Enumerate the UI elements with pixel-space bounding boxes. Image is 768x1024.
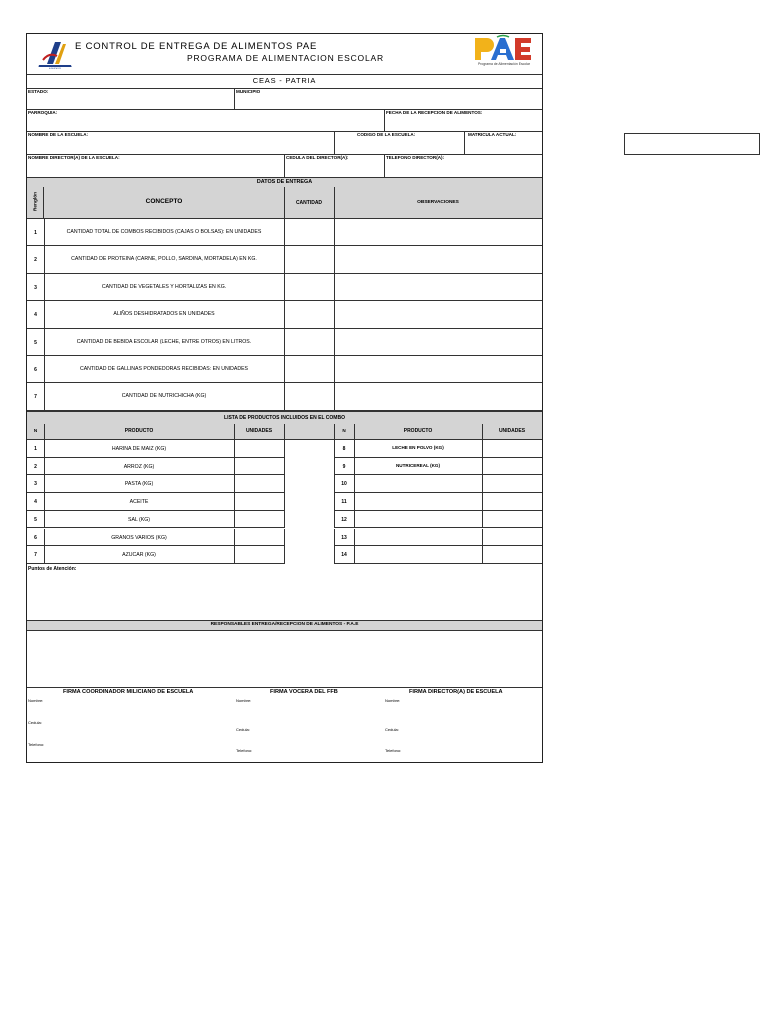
productos-title: LISTA DE PRODUCTOS INCLUIDOS EN EL COMBO [224,415,345,421]
codigo-escuela-label: CODIGO DE LA ESCUELA: [357,132,416,137]
delivery-row-concepto: CANTIDAD DE NUTRICHICHA (KG) [121,393,207,400]
responsables-band [27,620,542,631]
firma-coordinador-label: FIRMA COORDINADOR MILICIANO DE ESCUELA [63,689,194,695]
products-header-row [27,424,542,440]
pae-logo [469,34,539,70]
cantidad-cell[interactable] [285,301,334,327]
observaciones-header: OBSERVACIONES [417,200,459,205]
director-nombre: Nombre: [385,698,401,703]
delivery-row-number: 2 [34,257,37,264]
delivery-row [27,219,542,246]
product-name-left: ARROZ (KG) [123,463,155,470]
delivery-row-concepto: CANTIDAD DE PROTEINA (CARNE, POLLO, SARDINA, MORTADELA) EN KG. [71,256,257,263]
products-n-header-left: N [33,428,38,433]
delivery-row-number: 6 [34,367,37,373]
observaciones-cell[interactable] [335,356,542,382]
delivery-row [27,274,542,301]
product-unidades-right[interactable] [483,458,542,476]
delivery-row [27,356,542,383]
delivery-row [27,246,542,273]
puntos-atencion-label: Puntos de Atención: [28,566,77,572]
product-name-left: HARINA DE MAIZ (KG) [111,446,167,452]
firma-vocera-label: FIRMA VOCERA DEL FFB [270,689,338,695]
firma-director-label: FIRMA DIRECTOR(A) DE ESCUELA [409,689,503,695]
delivery-row-number: 7 [34,394,37,401]
observaciones-cell[interactable] [335,274,542,300]
delivery-row-concepto: CANTIDAD DE VEGETALES Y HORTALIZAS EN KG. [101,283,227,290]
delivery-row-number: 5 [34,339,37,346]
observaciones-cell[interactable] [335,246,542,272]
product-name-left: AZUCAR (KG) [122,552,156,559]
product-number-right: 11 [341,499,347,506]
product-name-left: PASTA (KG) [124,481,154,488]
telefono-director-label: TELEFONO DIRECTOR(A): [386,155,445,160]
concepto-header: CONCEPTO [145,198,183,205]
director-telefono: Telefono: [385,748,402,753]
estado-label: ESTADO: [28,89,49,94]
product-name-right: LECHE EN POLVO (KG) [392,445,444,450]
observaciones-cell[interactable] [335,219,542,245]
nombre-escuela-label: NOMBRE DE LA ESCUELA: [28,132,89,137]
product-number-right: 10 [341,481,347,488]
renglon-header: Renglón [27,187,44,218]
product-unidades-left[interactable] [235,511,284,529]
product-row [27,440,542,458]
product-unidades-right[interactable] [483,511,542,529]
cantidad-cell[interactable] [285,383,334,409]
product-number-left: 2 [34,463,37,470]
product-row [27,493,542,511]
product-unidades-left[interactable] [235,440,284,458]
municipio-label: MUNICIPIO [236,89,261,94]
delivery-header-row [27,187,542,219]
observaciones-cell[interactable] [335,301,542,327]
vocera-cedula: Cedula: [236,727,250,732]
product-unidades-left[interactable] [235,493,284,511]
product-unidades-left[interactable] [235,475,284,493]
products-unidades-header-right: UNIDADES [498,428,526,434]
product-unidades-right[interactable] [483,546,542,564]
form-title-line1: E CONTROL DE ENTREGA DE ALIMENTOS PAE [75,41,318,52]
product-rows [27,440,542,565]
coord-nombre: Nombre: [28,698,44,703]
delivery-row-number: 4 [34,312,37,319]
product-name-right: NUTRICEREAL (KG) [395,462,441,468]
delivery-rows [27,219,542,411]
form-title-line2: PROGRAMA DE ALIMENTACION ESCOLAR [187,53,384,63]
director-cedula: Cedula: [385,727,399,732]
product-row [27,511,542,529]
vocera-telefono: Telefono: [236,748,253,753]
product-number-right: 8 [342,446,346,452]
matricula-label: MATRICULA ACTUAL: [468,132,517,137]
vocera-nombre: Nombre: [236,698,252,703]
product-unidades-left[interactable] [235,458,284,476]
product-unidades-right[interactable] [483,529,542,547]
products-unidades-header-left: UNIDADES [245,428,273,434]
cantidad-header: CANTIDAD [295,200,323,206]
delivery-row-number: 3 [34,284,37,291]
product-name-left: ACEITE [129,499,149,506]
product-number-left: 3 [34,481,37,488]
product-number-right: 14 [341,552,347,559]
cantidad-cell[interactable] [285,246,334,272]
product-row [27,529,542,547]
product-unidades-right[interactable] [483,440,542,458]
observaciones-cell[interactable] [335,383,542,409]
product-name-left: SAL (KG) [127,516,150,523]
products-producto-header-left: PRODUCTO [124,428,154,434]
product-row [27,458,542,476]
product-number-left: 6 [34,534,37,541]
delivery-row-concepto: ALIÑOS DESHIDRATADOS EN UNIDADES [113,311,215,318]
coord-telefono: Telefono: [28,742,45,747]
product-number-left: 4 [34,499,37,506]
product-name-left: GRANOS VARIOS (KG) [111,534,167,541]
product-row [27,475,542,493]
delivery-row-number: 1 [34,230,37,236]
datos-entrega-title: DATOS DE ENTREGA [256,179,313,185]
delivery-row-concepto: CANTIDAD DE GALLINAS PONDEDORAS RECIBIDAS: EN UNIDADES [79,366,249,372]
product-number-left: 1 [34,446,37,452]
product-unidades-right[interactable] [483,475,542,493]
product-number-left: 5 [34,516,37,523]
ceas-subtitle: CEAS - PATRIA [252,76,317,85]
parroquia-label: PARROQUIA: [28,110,58,115]
ministry-logo-caption: MINISTERIO DEL PODER POPULAR PARA LA ALIMENTACIÓN [38,67,72,70]
responsables-title: RESPONSABLES ENTREGA/RECEPCION DE ALIMENTOS - P.A.E [210,622,359,627]
director-label: NOMBRE DIRECTOR(A) DE LA ESCUELA: [28,155,120,160]
cedula-director-label: CEDULA DEL DIRECTOR(A): [286,155,349,160]
cantidad-cell[interactable] [285,356,334,382]
coord-cedula: Cedula: [28,720,42,725]
delivery-row-concepto: CANTIDAD DE BEBIDA ESCOLAR (LECHE, ENTRE OTROS) EN LITROS. [76,338,252,345]
pae-logo-caption: Programa de Alimentación Escolar [477,62,530,66]
product-number-right: 9 [342,463,346,470]
observaciones-cell[interactable] [335,329,542,355]
product-number-left: 7 [34,552,37,559]
product-unidades-left[interactable] [235,546,284,564]
products-producto-header-right: PRODUCTO [403,428,433,434]
cantidad-cell[interactable] [285,274,334,300]
empty-side-box [624,133,760,155]
delivery-row [27,383,542,410]
product-number-right: 12 [341,516,347,523]
cantidad-cell[interactable] [285,329,334,355]
delivery-row [27,301,542,328]
delivery-control-form [26,33,543,763]
fecha-recepcion-label: FECHA DE LA RECEPCION DE ALIMENTOS: [386,110,483,115]
delivery-row-concepto: CANTIDAD TOTAL DE COMBOS RECIBIDOS (CAJAS O BOLSAS): EN UNIDADES [66,229,262,235]
delivery-row [27,329,542,356]
product-number-right: 13 [341,534,347,541]
cantidad-cell[interactable] [285,219,334,245]
products-n-header-right: N [342,428,346,433]
ministry-logo [35,38,75,72]
product-row [27,546,542,564]
product-unidades-right[interactable] [483,493,542,511]
product-unidades-left[interactable] [235,529,284,547]
